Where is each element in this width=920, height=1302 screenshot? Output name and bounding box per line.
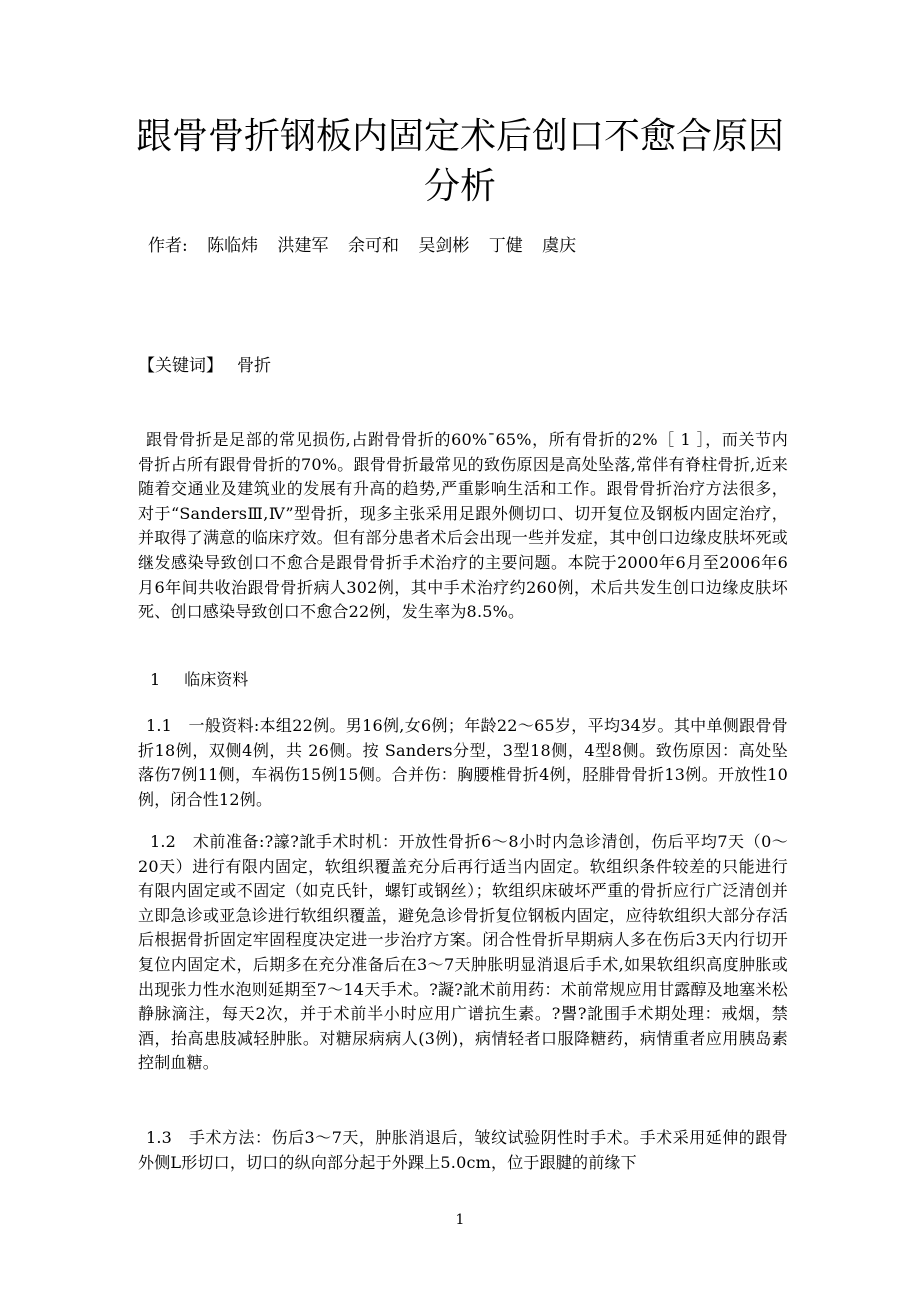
paragraph-1-1: 1.1 一般资料:本组22例。男16例,女6例；年龄22～65岁，平均34岁。其中单侧跟骨骨折18例，双侧4例，共 26侧。按 Sanders分型，3型18侧，4型8侧。致伤原因：高处坠落伤7例11侧，车祸伤15例15侧。合并伤：胸腰椎骨折4例，胫腓骨骨折13例。开放性10例，闭合性12例。 [138,716,788,809]
page-number: 1 [455,1212,465,1228]
authors-label: 作者: [148,236,188,256]
section-number: 1 [150,670,161,689]
keywords-value: 骨折 [237,356,271,376]
author-name: 丁健 [488,236,523,256]
author-name: 洪建军 [277,236,329,256]
author-name: 吴剑彬 [418,236,470,256]
paragraph-1-3: 1.3 手术方法：伤后3～7天，肿胀消退后，皱纹试验阴性时手术。手术采用延伸的跟骨外侧L形切口，切口的纵向部分起于外踝上5.0cm，位于跟腱的前缘下 [138,1128,788,1172]
author-name: 虞庆 [542,236,577,256]
author-name: 陈临炜 [207,236,259,256]
document-title: 跟骨骨折钢板内固定术后创口不愈合原因分析 [135,116,784,207]
author-line [148,234,590,258]
keywords-label: 【关键词】 [138,356,223,376]
keywords-line [138,354,271,378]
section-heading [150,668,248,692]
paragraph-1-2: 1.2 术前准备:?譹?訛手术时机：开放性骨折6～8小时内急诊清创，伤后平均7天（0～20天）进行有限内固定，软组织覆盖充分后再行适当内固定。软组织条件较差的只能进行有限内固定或不固定（如克氏针，螺钉或钢丝）；软组织床破坏严重的骨折应行广泛清创并立即急诊或亚急诊进行软组织覆盖，避免急诊骨折复位钢板内固定，应待软组织大部分存活后根据骨折固定牢固程度决定进一步治疗方案。闭合性骨折早期病人多在伤后3天内行切开复位内固定术，后期多在充分准备后在3～7天肿胀明显消退后手术,如果软组织高度肿胀或出现张力性水泡则延期至7～14天手术。?譺?訛术前用药：术前常规应用甘露醇及地塞米松静脉滴注，每天2次，并于术前半小时应用广谱抗生素。?譻?訛围手术期处理：戒烟，禁酒，抬高患肢减轻肿胀。对糖尿病病人(3例)，病情轻者口服降糖药，病情重者应用胰岛素控制血糖。 [138,832,788,1073]
section-title: 临床资料 [184,670,249,689]
intro-paragraph: 跟骨骨折是足部的常见损伤,占跗骨骨折的60%¯65%，所有骨折的2%［ 1 ］，而关节内骨折占所有跟骨骨折的70%。跟骨骨折最常见的致伤原因是高处坠落,常伴有脊柱骨折,近来随着交通业及建筑业的发展有升高的趋势,严重影响生活和工作。跟骨骨折治疗方法很多，对于“SandersⅢ,Ⅳ”型骨折，现多主张采用足跟外侧切口、切开复位及钢板内固定治疗，并取得了满意的临床疗效。但有部分患者术后会出现一些并发症，其中创口边缘皮肤坏死或继发感染导致创口不愈合是跟骨骨折手术治疗的主要问题。本院于2000年6月至2006年6月6年间共收治跟骨骨折病人302例，其中手术治疗约260例，术后共发生创口边缘皮肤坏死、创口感染导致创口不愈合22例，发生率为8.5%。 [138,430,788,622]
author-name: 余可和 [347,236,399,256]
